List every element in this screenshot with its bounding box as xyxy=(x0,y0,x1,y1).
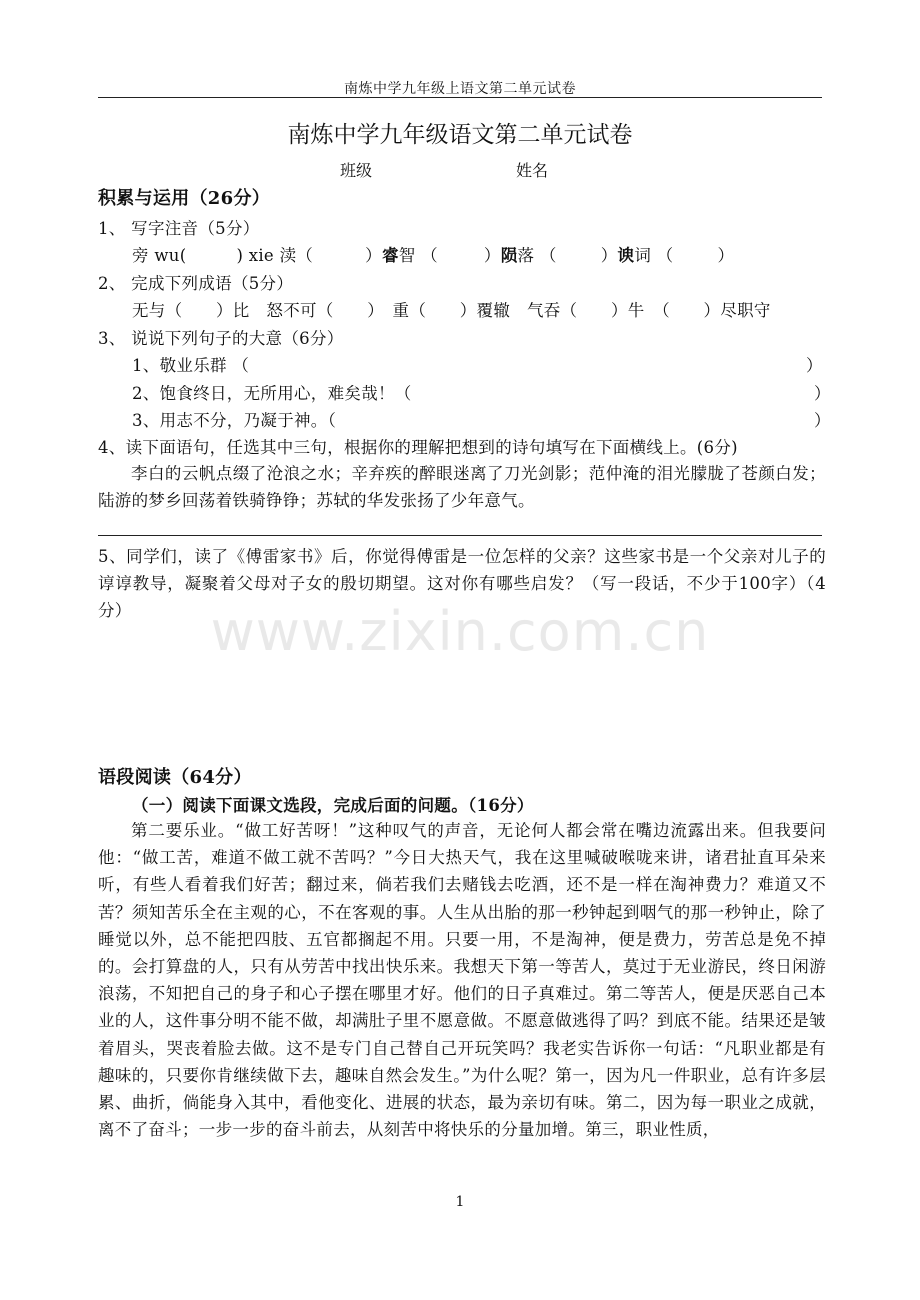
running-header: 南炼中学九年级上语文第二单元试卷 xyxy=(344,81,576,97)
q1-bold-char: 谀 xyxy=(617,246,635,265)
section-heading-accumulation: 积累与运用（26分） xyxy=(98,188,271,209)
question-4-text: 李白的云帆点缀了沧浪之水；辛弃疾的醉眼迷离了刀光剑影；范仲淹的泪光朦胧了苍颜白发；陆游的梦乡回荡着铁骑铮铮；苏轼的华发张扬了少年意气。 xyxy=(98,464,826,511)
question-2-label: 2、 完成下列成语（5分） xyxy=(98,274,294,293)
q1-part: 词 （ xyxy=(634,246,674,265)
q1-part: ) xie 渎（ xyxy=(236,246,314,265)
q1-part: 落 （ xyxy=(517,246,557,265)
question-3-item-2-close: ） xyxy=(814,384,831,403)
header-rule xyxy=(98,97,822,98)
q1-bold-char: 陨 xyxy=(500,246,518,265)
question-1-line xyxy=(132,242,734,266)
q1-part: 旁 wu( xyxy=(132,246,187,265)
answer-line xyxy=(98,535,822,536)
question-3-item-3: 3、用志不分，乃凝于神。（ xyxy=(132,411,337,430)
question-3-item-3-close: ） xyxy=(814,411,831,430)
page-number: 1 xyxy=(455,1194,465,1210)
q1-part: 智 （ xyxy=(398,246,438,265)
section-heading-reading: 语段阅读（64分） xyxy=(98,767,252,788)
q1-part: ） xyxy=(365,246,382,265)
name-label: 姓名 xyxy=(516,161,549,180)
question-3-item-1-close: ） xyxy=(806,356,823,375)
class-label: 班级 xyxy=(340,161,373,180)
q1-bold-char: 睿 xyxy=(381,246,399,265)
question-3-item-2: 2、饱食终日，无所用心，难矣哉！（ xyxy=(132,384,412,403)
watermark: www.zixin.com.cn xyxy=(210,600,710,663)
reading-part-1-heading: （一）阅读下面课文选段，完成后面的问题。（16分） xyxy=(132,796,534,815)
question-5-text: 5、同学们，读了《傅雷家书》后，你觉得傅雷是一位怎样的父亲？这些家书是一个父亲对儿子的谆谆教导，凝聚着父母对子女的殷切期望。这对你有哪些启发？（写一段话，不少于100字）（4分） xyxy=(98,547,826,620)
page-title: 南炼中学九年级语文第二单元试卷 xyxy=(287,122,633,148)
question-2-idioms: 无与（ ）比 怒不可（ ） 重（ ）覆辙 气吞（ ）牛 （ ）尽职守 xyxy=(132,301,771,320)
question-3-label: 3、 说说下列句子的大意（6分） xyxy=(98,329,344,348)
reading-passage: 第二要乐业。“做工好苦呀！”这种叹气的声音，无论何人都会常在嘴边流露出来。但我要问他：“做工苦，难道不做工就不苦吗？”今日大热天气，我在这里喊破喉咙来讲，诸君扯直耳朵来听，有些人看着我们好苦；翻过来，倘若我们去赌钱去吃酒，还不是一样在淘神费力？难道又不苦？须知苦乐全在主观的心，不在客观的事。人生从出胎的那一秒钟起到咽气的那一秒钟止，除了睡觉以外，总不能把四肢、五官都搁起不用。只要一用，不是淘神，便是费力，劳苦总是免不掉的。会打算盘的人，只有从劳苦中找出快乐来。我想天下第一等苦人，莫过于无业游民，终日闲游浪荡，不知把自己的身子和心子摆在哪里才好。他们的日子真难过。第二等苦人，便是厌恶自己本业的人，这件事分明不能不做，却满肚子里不愿意做。不愿意做逃得了吗？到底不能。结果还是皱着眉头，哭丧着脸去做。这不是专门自己替自己开玩笑吗？我老实告诉你一句话：“凡职业都是有趣味的，只要你肯继续做下去，趣味自然会发生。”为什么呢？第一，因为凡一件职业，总有许多层累、曲折，倘能身入其中，看他变化、进展的状态，最为亲切有味。第二，因为每一职业之成就，离不了奋斗；一步一步的奋斗前去，从刻苦中将快乐的分量加增。第三，职业性质， xyxy=(98,821,826,1140)
question-1-label: 1、 写字注音（5分） xyxy=(98,219,260,238)
q1-part: ） xyxy=(483,246,501,265)
question-4-label: 4、读下面语句，任选其中三句，根据你的理解把想到的诗句填写在下面横线上。(6分) xyxy=(98,438,738,457)
q1-part: ） xyxy=(600,246,618,265)
q1-part: ） xyxy=(717,246,735,265)
question-3-item-1: 1、敬业乐群 （ xyxy=(132,356,250,375)
